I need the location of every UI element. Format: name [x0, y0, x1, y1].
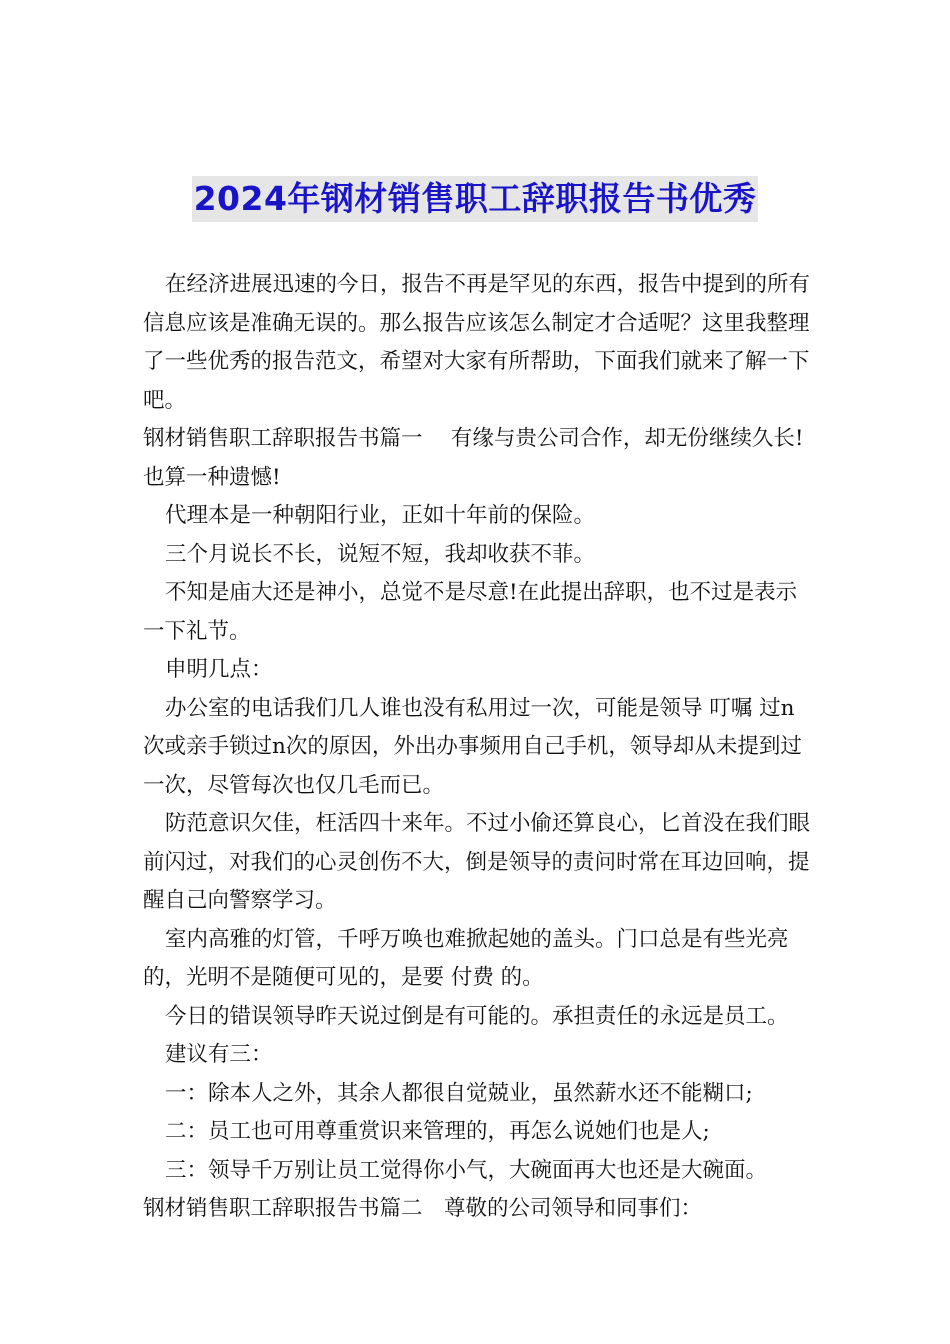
list-item-suggestion-three: 三：领导千万别让员工觉得你小气，大碗面再大也还是大碗面。 [165, 1157, 768, 1183]
paragraph-intro: 在经济进展迅速的今日，报告不再是罕见的东西，报告中提到的所有信息应该是准确无误的。那么报告应该怎么制定才合适呢？这里我整理了一些优秀的报告范文，希望对大家有所帮助，下面我们就来了解一下吧。 [143, 272, 811, 413]
paragraph: 申明几点： [165, 657, 273, 682]
paragraph: 办公室的电话我们几人谁也没有私用过一次，可能是领导 叮嘱 过n次或亲手锁过n次的原因，外出办事频用自己手机，领导却从未提到过一次，尽管每次也仅几毛而已。 [143, 695, 802, 798]
paragraph-section-one-heading: 钢材销售职工辞职报告书篇一 有缘与贵公司合作，却无份继续久长!也算一种遗憾! [143, 426, 804, 490]
paragraph: 三个月说长不长，说短不短，我却收获不菲。 [165, 541, 596, 567]
paragraph: 不知是庙大还是神小，总觉不是尽意!在此提出辞职，也不过是表示一下礼节。 [143, 580, 798, 644]
document-title: 2024年钢材销售职工辞职报告书优秀 [192, 176, 759, 222]
paragraph: 防范意识欠佳，枉活四十来年。不过小偷还算良心，匕首没在我们眼前闪过，对我们的心灵创伤不大，倒是领导的责问时常在耳边回响，提醒自己向警察学习。 [143, 811, 811, 913]
paragraph-section-two-heading: 钢材销售职工辞职报告书篇二 尊敬的公司领导和同事们： [143, 1196, 703, 1221]
paragraph: 代理本是一种朝阳行业，正如十年前的保险。 [165, 503, 596, 528]
paragraph: 建议有三： [165, 1042, 273, 1067]
document-body [143, 266, 811, 1229]
paragraph: 今日的错误领导昨天说过倒是有可能的。承担责任的永远是员工。 [165, 1003, 789, 1029]
title-container [0, 176, 950, 222]
paragraph: 室内高雅的灯管，千呼万唤也难掀起她的盖头。门口总是有些光亮的，光明不是随便可见的，是要 付费 的。 [143, 926, 789, 990]
list-item-suggestion-two: 二：员工也可用尊重赏识来管理的，再怎么说她们也是人; [165, 1119, 710, 1144]
list-item-suggestion-one: 一：除本人之外，其余人都很自觉兢业，虽然薪水还不能糊口; [165, 1080, 753, 1106]
